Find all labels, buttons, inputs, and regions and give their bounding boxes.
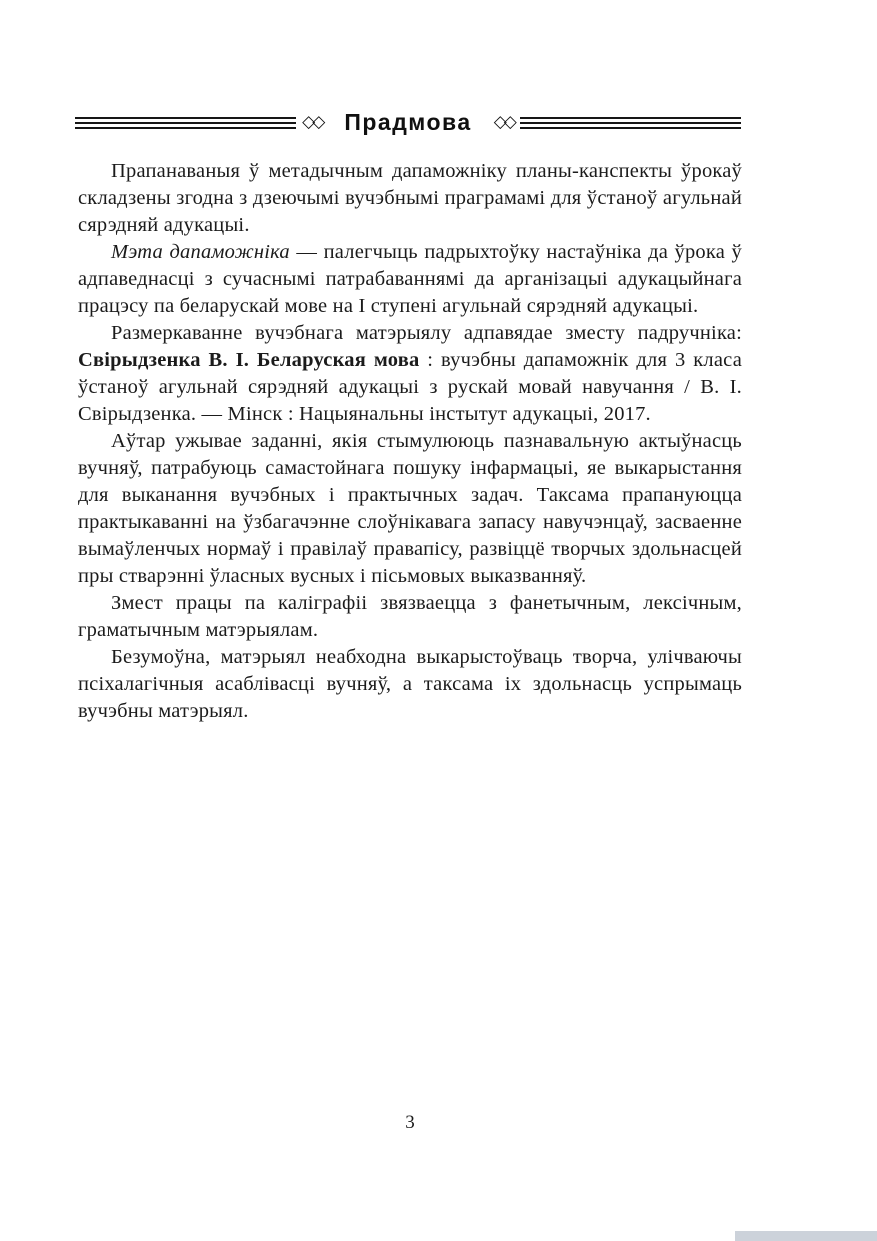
paragraph-2 <box>78 239 742 320</box>
header-rule-right <box>520 117 741 129</box>
scan-artifact <box>735 1231 877 1241</box>
paragraph-3-rest: : вучэбны дапаможнік для 3 класа ўстаноў агульнай сярэдняй адукацыі з рускай мовай навучання / В. І. Свірыдзенка. — Мінск : Нацыянальны інстытут адукацыі, 2017. <box>78 349 742 425</box>
paragraph-3-bibliographic-title: Свірыдзенка В. І. Беларуская мова <box>78 349 420 371</box>
paragraph-1: Прапанаваныя ў метадычным дапаможніку планы-канспекты ўрокаў складзены згодна з дзеючымі вучэбнымі праграмамі для ўстаноў агульнай сярэдняй адукацыі. <box>78 160 742 236</box>
paragraph-4: Аўтар ужывае заданні, якія стымулююць пазнавальную актыўнасць вучняў, патрабуюць самастойнага пошуку інфармацыі, яе выкарыстання для выканання вучэбных і практычных задач. Таксама прапануюцца практыкаванні на ўзбагачэнне слоўнікавага запасу навучэнцаў, засваенне вымаўленчых нормаў і правілаў правапісу, развіццё творчых здольнасцей пры стварэнні ўласных вусных і пісьмовых выказванняў. <box>78 430 742 587</box>
chapter-header <box>75 109 741 136</box>
paragraph-3 <box>78 320 742 428</box>
paragraph-3-pre: Размеркаванне вучэбнага матэрыялу адпавядае зместу падручніка: <box>111 322 742 344</box>
paragraph-2-rest: — палегчыць падрыхтоўку настаўніка да ўрока ў адпаведнасці з сучаснымі патрабаваннямі да арганізацыі адукацыйнага працэсу па беларускай мове на I ступені агульнай сярэдняй адукацыі. <box>78 241 742 317</box>
page-title: Прадмова <box>344 109 472 135</box>
diamond-ornament-right-icon: ◇◇ <box>493 112 514 132</box>
paragraph-6: Безумоўна, матэрыял неабходна выкарыстоўваць творча, улічваючы псіхалагічныя асаблівасці вучняў, а таксама іх здольнасць успрымаць вучэбны матэрыял. <box>78 646 742 722</box>
body-text <box>78 158 742 725</box>
paragraph-2-italic-lead: Мэта дапаможніка <box>111 241 290 263</box>
page-number: 3 <box>405 1112 415 1133</box>
paragraph-5: Змест працы па каліграфіі звязваецца з фанетычным, лексічным, граматычным матэрыялам. <box>78 592 742 641</box>
diamond-ornament-left-icon: ◇◇ <box>302 112 323 132</box>
header-rule-left <box>75 117 296 129</box>
